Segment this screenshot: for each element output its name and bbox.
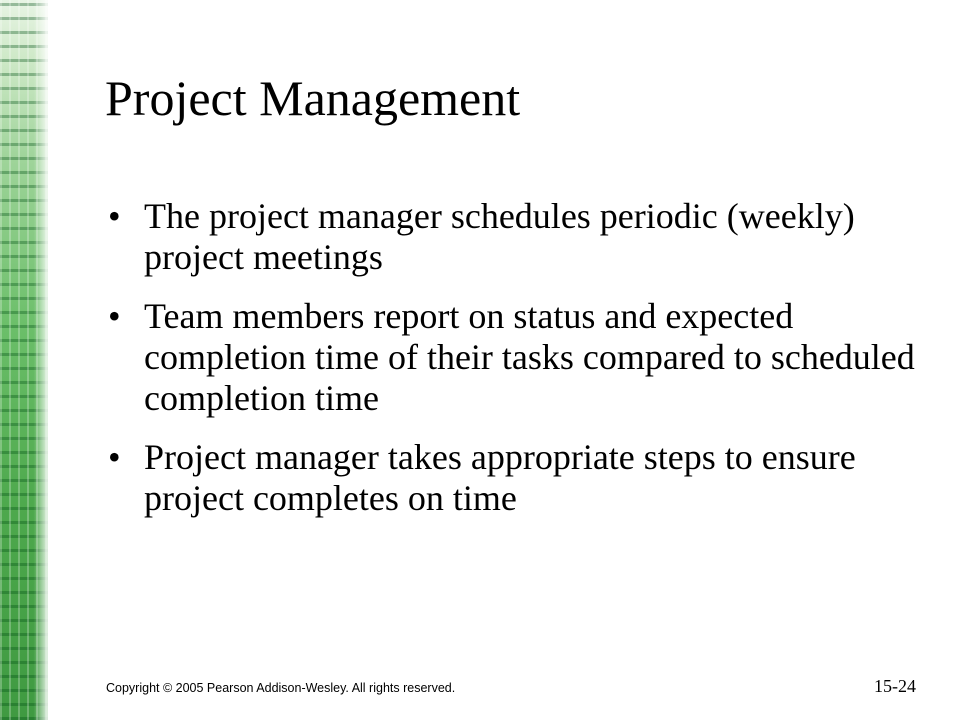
bullet-text: Team members report on status and expected completion time of their tasks compared to scheduled completion time (144, 296, 915, 418)
bullet-text: Project manager takes appropriate steps to ensure project completes on time (144, 437, 856, 518)
bullet-item (108, 196, 928, 278)
decorative-city-image-strip (0, 0, 48, 720)
bullet-item (108, 296, 928, 419)
copyright-notice: Copyright © 2005 Pearson Addison-Wesley. All rights reserved. (106, 681, 456, 695)
bullet-text: The project manager schedules periodic (weekly) project meetings (144, 196, 855, 277)
bullet-item (108, 437, 928, 519)
bullet-marker: • (108, 296, 121, 336)
bullet-marker: • (108, 437, 121, 477)
slide-title: Project Management (105, 70, 521, 126)
bullet-marker: • (108, 196, 121, 236)
slide-number: 15-24 (874, 676, 916, 696)
bullet-list (108, 196, 928, 537)
